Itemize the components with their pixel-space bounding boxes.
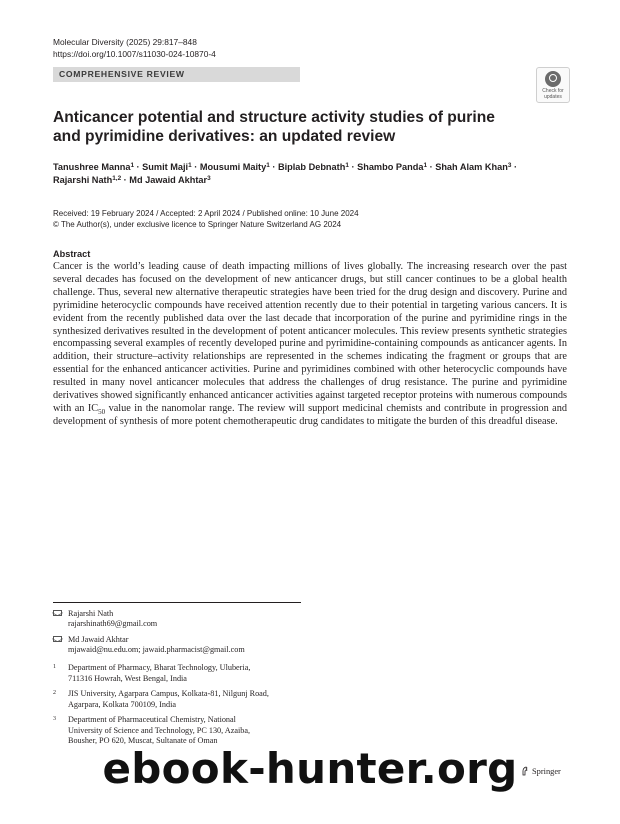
- author-affiliation: 1: [188, 162, 192, 169]
- footnote-divider: [53, 602, 301, 603]
- abstract-text-part-2: value in the nanomolar range. The review will support medicinal chemists and contribute in progression and development of synthesis of more potent chemotherapeutic drug candidates to mitigate the burden of this dreadful disease.: [53, 402, 567, 427]
- author-list: Tanushree Manna$^1$ · Sumit Maji$^1$ · Mousumi Maity$^1$ · Biplab Debnath$^1$ · Shambo Panda$^1$ · Shah Alam Khan$^3$ · Rajarshi Nath$^{1,2}$ · Md Jawaid Akhtar$^3$: [53, 162, 518, 185]
- affiliation-line: Bousher, PO 620, Muscat, Sultanate of Oman: [68, 736, 218, 746]
- abstract-text-part-1: Cancer is the world’s leading cause of death impacting millions of lives globally. The increasing research over the past several decades has focused on the development of new anticancer drugs, but still cancer continues to be a global health challenge. Thus, several new alternative therapeutic strategies have been tried for the drug design and discovery. Purine and pyrimidine heterocyclic compounds have received attention recently due to their potential in targeting various cancers. It is evident from the recently published data over the last decade that incorporation of the purine and pyrimidine rings in the synthesized derivatives resulted in the development of potent anticancer molecules. This review presents synthetic strategies encompassing several examples of recently developed purine and pyrimidine-containing compounds as anticancer agents. In addition, their structure–activity relationships are represented in the schemes indicating the fragment or groups that are essential for the enhanced anticancer activities. Purine and pyrimidines combined with other heterocyclic compounds have resulted in many novel anticancer molecules that address the challenges of drug resistance. The purine and pyrimidine derivatives showed significantly enhanced anticancer activities against targeted receptor proteins with numerous compounds with an IC: [53, 261, 567, 414]
- author-name[interactable]: Rajarshi Nath: [53, 175, 113, 185]
- author-affiliation: 1,2: [112, 175, 122, 182]
- affiliation-line: 711316 Howrah, West Bengal, India: [68, 673, 187, 683]
- publication-dates: [53, 208, 359, 230]
- check-for-updates-badge[interactable]: [536, 67, 570, 103]
- affiliation-line: Department of Pharmacy, Bharat Technology, Uluberia,: [68, 663, 251, 672]
- watermark: ebook-hunter.org: [102, 744, 518, 793]
- article-category: COMPREHENSIVE REVIEW: [59, 68, 185, 79]
- affiliation-number: 3: [53, 716, 56, 722]
- author-affiliation: 3: [207, 175, 211, 182]
- author-name[interactable]: Shambo Panda: [357, 162, 424, 172]
- contact-name: Md Jawaid Akhtar: [68, 635, 129, 644]
- journal-header: [53, 37, 216, 60]
- author-affiliation: 1: [423, 162, 428, 169]
- contact-email[interactable]: rajarshinath69@gmail.com: [68, 619, 158, 629]
- crossmark-icon: [545, 71, 561, 87]
- ic50-subscript: 50: [98, 408, 106, 417]
- author-name[interactable]: Md Jawaid Akhtar: [129, 175, 208, 185]
- author-name[interactable]: Mousumi Maity: [199, 162, 267, 172]
- updates-label: updates: [544, 93, 562, 100]
- journal-citation: Molecular Diversity (2025) 29:817–848: [53, 37, 197, 47]
- abstract-body: [53, 261, 567, 429]
- author-affiliation: 1: [130, 162, 134, 169]
- author-affiliation: 3: [507, 162, 512, 169]
- envelope-icon: [53, 636, 62, 642]
- copyright-notice: © The Author(s), under exclusive licence to Springer Nature Switzerland AG 2024: [53, 220, 342, 229]
- author-name[interactable]: Shah Alam Khan: [435, 162, 508, 172]
- author-name[interactable]: Tanushree Manna: [53, 162, 131, 172]
- affiliation-number: 2: [53, 690, 56, 696]
- publisher-name: Springer: [532, 767, 561, 776]
- title-line-1: Anticancer potential and structure activity studies of purine: [53, 109, 495, 126]
- article-title: [53, 108, 573, 146]
- title-line-2: and pyrimidine derivatives: an updated review: [53, 128, 396, 145]
- author-affiliation: 1: [266, 162, 270, 169]
- affiliation-line: JIS University, Agarpara Campus, Kolkata-81, Nilgunj Road,: [68, 689, 269, 698]
- affiliation-line: University of Science and Technology, PC 130, Azaiba,: [68, 725, 251, 735]
- affiliation-number: 1: [53, 664, 56, 670]
- author-name[interactable]: Biplab Debnath: [277, 162, 346, 172]
- affiliation-line: Agarpara, Kolkata 700109, India: [68, 699, 176, 709]
- abstract-heading: Abstract: [53, 249, 91, 259]
- check-for-label: Check for: [542, 88, 564, 94]
- contact-name: Rajarshi Nath: [68, 609, 114, 618]
- envelope-icon: [53, 610, 62, 616]
- contact-email[interactable]: mjawaid@nu.edu.om; jawaid.pharmacist@gmail.com: [68, 645, 245, 655]
- affiliation-line: Department of Pharmaceutical Chemistry, National: [68, 715, 236, 724]
- author-affiliation: 1: [345, 162, 349, 169]
- history-dates: Received: 19 February 2024 / Accepted: 2 April 2024 / Published online: 10 June 2024: [53, 209, 359, 218]
- author-name[interactable]: Sumit Maji: [142, 162, 189, 172]
- doi-link[interactable]: https://doi.org/10.1007/s11030-024-10870-4: [53, 48, 216, 59]
- article-category-bar: [53, 67, 300, 82]
